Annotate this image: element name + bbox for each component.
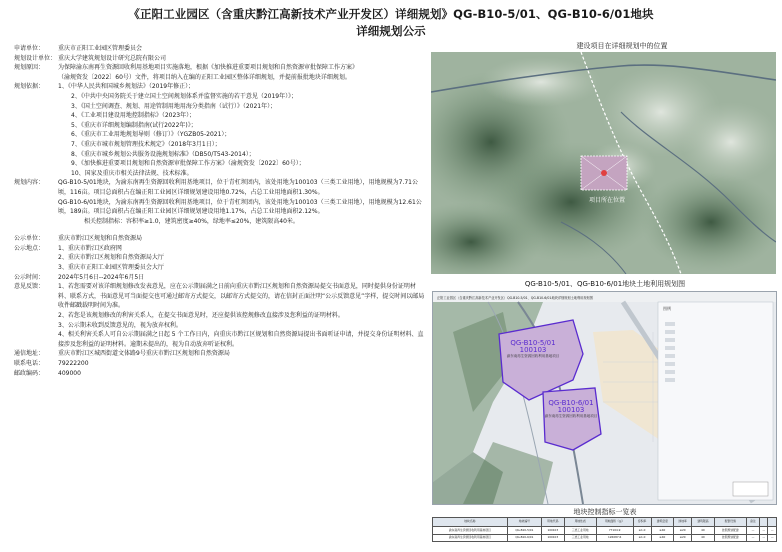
address-value: 重庆市黔江区城西街道文体路9号重庆市黔江区规划和自然资源局 bbox=[58, 350, 230, 358]
basis-item: 1、《中华人民共和国城乡规划法》（2019年修正）； bbox=[58, 83, 195, 91]
table-header-cell bbox=[768, 518, 777, 527]
plot-project-name: 渝东南再生资源回收利用基地项目 bbox=[506, 354, 560, 358]
feedback-item: 2、若您是该规划修改的利害关系人，在提交书面意见时，还应提供该控规修改直接涉及您利益的证明材料。 bbox=[58, 312, 344, 320]
reason-line-2: （渝规资发〔2022〕60号）文件，将项目纳入在编的正阳工业园区整体详细规划，并提前报批地块详细规划。 bbox=[58, 73, 351, 81]
table-header-cell: 建筑密度 bbox=[651, 518, 674, 527]
reason-label: 规划原因： bbox=[14, 64, 45, 72]
table-header-cell: 建筑限高 bbox=[692, 518, 715, 527]
location-item: 1、重庆市黔江区政府网 bbox=[58, 244, 122, 252]
table-header-cell: 绿地率 bbox=[674, 518, 692, 527]
table-cell: 40 bbox=[692, 534, 715, 542]
phone-label: 联系电话： bbox=[14, 360, 45, 367]
table-cell: — bbox=[768, 534, 777, 542]
table-cell: QG-B10-5/01 bbox=[507, 527, 541, 535]
table-cell: 77104.9 bbox=[596, 527, 633, 535]
location-item: 3、重庆市正阳工业园区管理委员会大厅 bbox=[58, 264, 164, 272]
table-row bbox=[433, 527, 777, 535]
content-paragraph-2: QG-B10-6/01地块，为渝东南再生资源回收利用基地项目，位于青杠坝团内，该处用地为100103（三类工业用地），用地规模为12.61公顷，189亩。项目总面积占在编正阳工业园区详细规划建设用地1.17%，占总工业用地面积2.12%。 bbox=[58, 198, 422, 216]
legend-title: 图例 bbox=[663, 306, 671, 311]
table-cell: 40 bbox=[692, 527, 715, 535]
publisher-value: 重庆市黔江区规划和自然资源局 bbox=[58, 235, 143, 243]
applicant-label: 申请单位： bbox=[14, 45, 45, 52]
land-use-map-inner-title: 正阳工业园区（含重庆黔江高新技术产业开发区）QG-B10-5/01、QG-B10-6/01地块详细规划土地利用规划图 bbox=[437, 296, 593, 300]
notice-body bbox=[14, 44, 426, 378]
basis-item: 2、《中共中央国务院关于建立国土空间规划体系并监督实施的若干意见（2019年）》； bbox=[71, 92, 298, 100]
table-header-cell: 用地面积（㎡） bbox=[596, 518, 633, 527]
location-map-caption: 建设项目在详细规划中的位置 bbox=[576, 42, 668, 50]
table-cell: ≥40 bbox=[651, 527, 674, 535]
table-header-cell: 用地性质 bbox=[564, 518, 596, 527]
table-cell: — bbox=[746, 534, 759, 542]
plot-code: QG-B10-6/01 bbox=[548, 399, 594, 407]
table-header-row bbox=[433, 518, 777, 527]
table-cell: 按照规划配建 bbox=[714, 534, 746, 542]
postcode-label: 邮政编码： bbox=[14, 369, 45, 377]
phone-value: 79222200 bbox=[58, 360, 89, 367]
table-cell: 100103 bbox=[541, 527, 564, 535]
applicant-value: 重庆市正阳工业园区管理委员会 bbox=[58, 45, 143, 52]
basis-item: 4、《工业项目建设用地控制指标》（2023年）； bbox=[71, 112, 196, 120]
designer-label: 规划设计单位： bbox=[14, 54, 57, 62]
table-cell: 渝东南再生资源回收利用基地项目 bbox=[433, 534, 508, 542]
address-label: 通信地址： bbox=[14, 350, 45, 358]
table-cell: — bbox=[746, 527, 759, 535]
table-header-cell: 备注 bbox=[746, 518, 759, 527]
postcode-value: 409000 bbox=[58, 369, 81, 377]
table-cell: ≥1.0 bbox=[633, 534, 651, 542]
plot-use-code: 100103 bbox=[519, 346, 547, 354]
plot-code: QG-B10-5/01 bbox=[510, 339, 556, 347]
table-header-cell: 地块名称 bbox=[433, 518, 508, 527]
publisher-label: 公示单位： bbox=[14, 235, 45, 243]
plot-label-5-01 bbox=[493, 340, 573, 359]
basis-item: 7、《重庆市城市规划管理技术规定》（2018年3月1日）； bbox=[71, 140, 221, 148]
table-cell: — bbox=[760, 527, 768, 535]
control-indicators: 相关控制指标：容积率≥1.0，建筑密度≥40%，绿地率≤20%，建筑限高40米。 bbox=[84, 217, 299, 225]
table-header-cell: 配套设施 bbox=[714, 518, 746, 527]
title-line-1: 《正阳工业园区（含重庆黔江高新技术产业开发区）详细规划》QG-B10-5/01、QG-B10-6/01地块 bbox=[128, 7, 654, 21]
land-use-map bbox=[432, 291, 777, 505]
location-item: 2、重庆市黔江区规划和自然资源局大厅 bbox=[58, 254, 164, 262]
feedback-label: 意见反馈： bbox=[14, 283, 45, 291]
basis-item: 10、国家及重庆市相关法律法规、技术标准。 bbox=[71, 169, 193, 177]
land-use-map-caption: QG-B10-5/01、QG-B10-6/01地块土地利用规划图 bbox=[524, 280, 686, 288]
plot-use-code: 100103 bbox=[557, 406, 585, 414]
table-cell: — bbox=[768, 527, 777, 535]
land-use-map-graphic bbox=[433, 292, 776, 504]
document-title bbox=[0, 6, 782, 40]
feedback-item: 3、公示期未收到反馈意见的，视为放弃权利。 bbox=[58, 321, 182, 329]
table-cell: 126087.6 bbox=[596, 534, 633, 542]
table-cell: 三类工业用地 bbox=[564, 534, 596, 542]
indicator-table bbox=[432, 517, 777, 542]
content-paragraph-1: QG-B10-5/01地块，为渝东南再生资源回收利用基地项目，位于青杠坝团内，该处用地为100103（三类工业用地），用地规模为7.71公顷，116亩。项目总面积占在编正阳工业园区详细规划建设用地0.72%，占总工业用地面积1.30%。 bbox=[58, 179, 418, 196]
plot-project-name: 渝东南再生资源回收利用基地项目 bbox=[544, 414, 598, 418]
feedback-item: 1、若您需要对该详细规划修改发表意见，应在公示期届满之日前向重庆市黔江区规划和自然资源局提交书面意见，同时提供身份证明材料、联系方式，书面意见可当面提交也可通过邮寄方式提交，以邮寄方式提交的，请在信封正面注明“公示反馈意见”字样，提交时间以邮局收件邮戳载明时间为准。 bbox=[58, 283, 425, 310]
table-cell: ≤20 bbox=[674, 534, 692, 542]
table-cell: 三类工业用地 bbox=[564, 527, 596, 535]
period-value: 2024年5月6日--2024年6月5日 bbox=[58, 273, 145, 281]
feedback-item: 4、相关利害关系人可自公示期届满之日起 5 个工作日内，向重庆市黔江区规划和自然资源局提出书面听证申请，并提交身份证明材料、直接涉及您利益的证明材料。逾期未提出的，视为自动放弃听证权利。 bbox=[58, 331, 424, 348]
basis-item: 6、《重庆市工业用地规划导则（修订）》（YGZB05-2021）； bbox=[71, 131, 231, 139]
basis-label: 规划依据： bbox=[14, 83, 45, 91]
table-cell: 按照规划配建 bbox=[714, 527, 746, 535]
table-header-cell: 地块编号 bbox=[507, 518, 541, 527]
designer-value: 重庆大学建筑规划设计研究总院有限公司 bbox=[58, 54, 167, 62]
basis-item: 5、《重庆市详细规划编制指南(试行2022年)》； bbox=[71, 121, 197, 129]
table-cell: ≤20 bbox=[674, 527, 692, 535]
location-label: 公示地点： bbox=[14, 244, 45, 252]
project-location-label: 项目所在位置 bbox=[589, 197, 626, 204]
basis-item: 8、《重庆市城乡规划公共服务设施规划标准》（DB50/T543-2014）； bbox=[71, 150, 255, 158]
location-map bbox=[431, 52, 776, 274]
terrain-map-graphic bbox=[431, 52, 776, 274]
table-header-cell: 容积率 bbox=[633, 518, 651, 527]
table-row bbox=[433, 534, 777, 542]
content-label: 规划内容： bbox=[14, 179, 45, 187]
table-cell: QG-B10-6/01 bbox=[507, 534, 541, 542]
table-cell: 100103 bbox=[541, 534, 564, 542]
table-header-cell bbox=[760, 518, 768, 527]
indicator-table-caption: 地块控制指标一览表 bbox=[573, 508, 637, 516]
table-cell: — bbox=[760, 534, 768, 542]
basis-item: 3、《国土空间调查、规划、用途管制用地用海分类指南（试行）》（2021年）； bbox=[71, 102, 277, 110]
table-cell: 渝东南再生资源回收利用基地项目 bbox=[433, 527, 508, 535]
table-header-cell: 用地代码 bbox=[541, 518, 564, 527]
plot-label-6-01 bbox=[531, 400, 611, 419]
reason-line-1: 为保障渝东南再生资源回收利用基地项目实施落地，根据《加快推进重要项目规划和自然资源审批保障工作方案》 bbox=[58, 64, 359, 72]
table-cell: ≥40 bbox=[651, 534, 674, 542]
table-cell: ≥1.0 bbox=[633, 527, 651, 535]
title-line-2: 详细规划公示 bbox=[356, 24, 426, 38]
basis-item: 9、《加快推进重要项目规划和自然资源审批保障工作方案》（渝规资发〔2022〕60号）； bbox=[71, 160, 305, 168]
period-label: 公示时间： bbox=[14, 273, 45, 281]
